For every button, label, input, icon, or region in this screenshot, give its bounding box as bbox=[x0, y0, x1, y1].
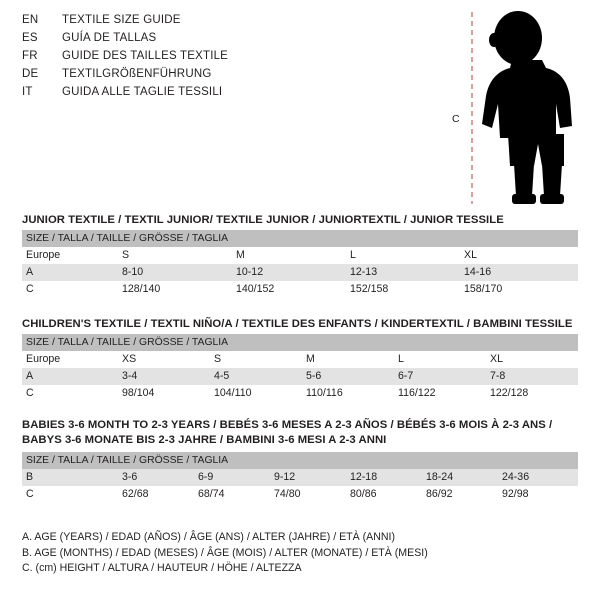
table-row bbox=[22, 486, 578, 503]
row-label: B bbox=[22, 469, 122, 486]
cell: 9-12 bbox=[274, 469, 350, 486]
table-header-row bbox=[22, 230, 578, 247]
legend-block bbox=[22, 530, 578, 577]
section-babies-textile bbox=[22, 418, 578, 503]
cell: L bbox=[398, 351, 490, 368]
language-code: IT bbox=[22, 86, 33, 98]
babies-size-table bbox=[22, 452, 578, 503]
cell: S bbox=[122, 247, 236, 264]
language-title-block bbox=[22, 14, 442, 104]
cell: 86/92 bbox=[426, 486, 502, 503]
cell: 116/122 bbox=[398, 385, 490, 402]
cell: 68/74 bbox=[198, 486, 274, 503]
cell: 128/140 bbox=[122, 281, 236, 298]
cell: M bbox=[236, 247, 350, 264]
table-row bbox=[22, 247, 578, 264]
table-header-row bbox=[22, 334, 578, 351]
cell: 7-8 bbox=[490, 368, 578, 385]
toddler-silhouette-icon bbox=[452, 8, 592, 208]
cell: XS bbox=[122, 351, 214, 368]
cell: 140/152 bbox=[236, 281, 350, 298]
cell: 74/80 bbox=[274, 486, 350, 503]
cell: 8-10 bbox=[122, 264, 236, 281]
legend-line-b: B. AGE (MONTHS) / EDAD (MESES) / ÂGE (MOIS) / ALTER (MONATE) / ETÀ (MESI) bbox=[22, 546, 428, 559]
cell: 4-5 bbox=[214, 368, 306, 385]
junior-size-table bbox=[22, 230, 578, 298]
language-code: DE bbox=[22, 68, 39, 80]
section-title: JUNIOR TEXTILE / TEXTIL JUNIOR/ TEXTILE JUNIOR / JUNIORTEXTIL / JUNIOR TESSILE bbox=[22, 214, 504, 226]
cell: 104/110 bbox=[214, 385, 306, 402]
table-row bbox=[22, 385, 578, 402]
guide-title: TEXTILGRÖßENFÜHRUNG bbox=[62, 68, 212, 80]
language-row bbox=[22, 32, 442, 50]
language-code: EN bbox=[22, 14, 39, 26]
table-row bbox=[22, 281, 578, 298]
cell: 10-12 bbox=[236, 264, 350, 281]
row-label: C bbox=[22, 486, 122, 503]
measurement-figure bbox=[452, 8, 592, 208]
cell: 12-18 bbox=[350, 469, 426, 486]
language-row bbox=[22, 50, 442, 68]
table-row bbox=[22, 351, 578, 368]
cell: 24-36 bbox=[502, 469, 578, 486]
cell: 6-9 bbox=[198, 469, 274, 486]
legend-line-c: C. (cm) HEIGHT / ALTURA / HAUTEUR / HÖHE / ALTEZZA bbox=[22, 562, 302, 574]
cell: 80/86 bbox=[350, 486, 426, 503]
guide-title: GUIDA ALLE TAGLIE TESSILI bbox=[62, 86, 223, 98]
childrens-size-table bbox=[22, 334, 578, 402]
row-label: A bbox=[22, 368, 122, 385]
cell: 110/116 bbox=[306, 385, 398, 402]
guide-title: GUÍA DE TALLAS bbox=[62, 32, 157, 44]
cell: L bbox=[350, 247, 464, 264]
cell: 3-6 bbox=[122, 469, 198, 486]
row-label: A bbox=[22, 264, 122, 281]
table-header-row bbox=[22, 452, 578, 469]
cell: 152/158 bbox=[350, 281, 464, 298]
cell: 14-16 bbox=[464, 264, 578, 281]
section-junior-textile bbox=[22, 214, 578, 298]
row-label: Europe bbox=[22, 247, 122, 264]
cell: M bbox=[306, 351, 398, 368]
size-header-label: SIZE / TALLA / TAILLE / GRÖSSE / TAGLIA bbox=[22, 334, 578, 351]
language-code: ES bbox=[22, 32, 38, 44]
cell: 18-24 bbox=[426, 469, 502, 486]
cell: 3-4 bbox=[122, 368, 214, 385]
cell: 98/104 bbox=[122, 385, 214, 402]
row-label: C bbox=[22, 385, 122, 402]
height-measure-label: C bbox=[452, 113, 460, 125]
row-label: Europe bbox=[22, 351, 122, 368]
language-row bbox=[22, 68, 442, 86]
cell: S bbox=[214, 351, 306, 368]
size-header-label: SIZE / TALLA / TAILLE / GRÖSSE / TAGLIA bbox=[22, 452, 578, 469]
size-header-label: SIZE / TALLA / TAILLE / GRÖSSE / TAGLIA bbox=[22, 230, 578, 247]
legend-line-a: A. AGE (YEARS) / EDAD (AÑOS) / ÂGE (ANS) / ALTER (JAHRE) / ETÀ (ANNI) bbox=[22, 531, 395, 543]
language-code: FR bbox=[22, 50, 38, 62]
row-label: C bbox=[22, 281, 122, 298]
guide-title: TEXTILE SIZE GUIDE bbox=[62, 14, 181, 26]
cell: 6-7 bbox=[398, 368, 490, 385]
cell: 158/170 bbox=[464, 281, 578, 298]
section-childrens-textile bbox=[22, 318, 578, 402]
section-title: BABIES 3-6 MONTH TO 2-3 YEARS / BEBÉS 3-6 MESES A 2-3 AÑOS / BÉBÉS 3-6 MOIS À 2-3 ANS / BABYS 3-6 MONATE BIS 2-3 JAHRE / BAMBINI 3-6 MESI A 2-3 ANNI bbox=[22, 419, 553, 446]
section-title: CHILDREN'S TEXTILE / TEXTIL NIÑO/A / TEXTILE DES ENFANTS / KINDERTEXTIL / BAMBINI TESSILE bbox=[22, 318, 573, 330]
table-row bbox=[22, 469, 578, 486]
cell: 62/68 bbox=[122, 486, 198, 503]
guide-title: GUIDE DES TAILLES TEXTILE bbox=[62, 50, 229, 62]
cell: XL bbox=[490, 351, 578, 368]
table-row bbox=[22, 368, 578, 385]
cell: 12-13 bbox=[350, 264, 464, 281]
cell: 122/128 bbox=[490, 385, 578, 402]
cell: 5-6 bbox=[306, 368, 398, 385]
cell: XL bbox=[464, 247, 578, 264]
cell: 92/98 bbox=[502, 486, 578, 503]
language-row bbox=[22, 14, 442, 32]
table-row bbox=[22, 264, 578, 281]
language-row bbox=[22, 86, 442, 104]
